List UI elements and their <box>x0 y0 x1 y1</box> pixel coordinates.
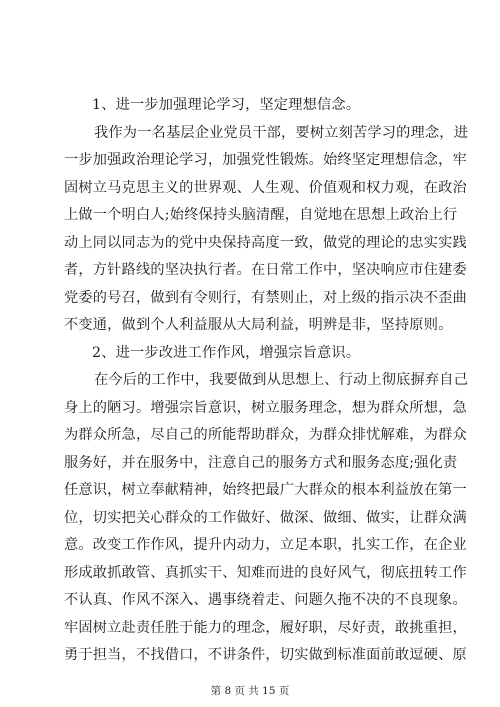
paragraph-line: 服务好，并在服务中，注意自己的服务方式和服务态度;强化责 <box>64 454 458 471</box>
paragraph-line: 身上的陋习。增强宗旨意识，树立服务理念，想为群众所想，急 <box>64 399 467 416</box>
paragraph-line: 在今后的工作中，我要做到从思想上、行动上彻底摒弃自己 <box>94 372 469 388</box>
body-text <box>64 92 469 670</box>
paragraph-line: 不认真、作风不深入、遇事绕着走、问题久拖不决的不良现象。 <box>64 592 467 608</box>
paragraph-line: 我作为一名基层企业党员干部，要树立刻苦学习的理念，进 <box>94 124 469 141</box>
paragraph-line: 固树立马克思主义的世界观、人生观、价值观和权力观，在政治 <box>64 179 467 196</box>
paragraph-line: 者，方针路线的坚决执行者。在日常工作中，坚决响应市住建委 <box>64 262 467 278</box>
paragraph-line: 不变通，做到个人利益服从大局利益，明辨是非，坚持原则。 <box>64 317 453 333</box>
page-number-footer: 第 8 页 共 15 页 <box>210 685 290 697</box>
section-heading-2: 2、进一步改进工作作风，增强宗旨意识。 <box>92 344 361 361</box>
section-heading-1: 1、进一步加强理论学习，坚定理想信念。 <box>92 97 361 113</box>
paragraph-line: 任意识，树立奉献精神，始终把最广大群众的根本利益放在第一 <box>64 482 467 498</box>
paragraph-line: 上做一个明白人;始终保持头脑清醒，自觉地在思想上政治上行 <box>64 207 458 223</box>
paragraph-line: 党委的号召，做到有令则行，有禁则止，对上级的指示决不歪曲 <box>64 289 467 306</box>
paragraph-line: 意。改变工作作风，提升内动力，立足本职，扎实工作，在企业 <box>64 537 467 553</box>
paragraph-line: 位，切实把关心群众的工作做好、做深、做细、做实，让群众满 <box>64 509 467 526</box>
paragraph-line: 为群众所急，尽自己的所能帮助群众，为群众排忧解难，为群众 <box>64 427 467 443</box>
paragraph-line: 一步加强政治理论学习，加强党性锻炼。始终坚定理想信念，牢 <box>64 152 467 168</box>
paragraph-line: 形成敢抓敢管、真抓实干、知难而进的良好风气，彻底扭转工作 <box>64 564 467 581</box>
paragraph-line: 牢固树立赴责任胜于能力的理念，履好职，尽好责，敢挑重担， <box>64 619 467 636</box>
paragraph-line: 动上同以同志为的党中央保持高度一致，做党的理论的忠实实践 <box>64 234 467 251</box>
paragraph-line: 勇于担当，不找借口，不讲条件，切实做到标准面前敢逗硬、原 <box>64 647 467 663</box>
